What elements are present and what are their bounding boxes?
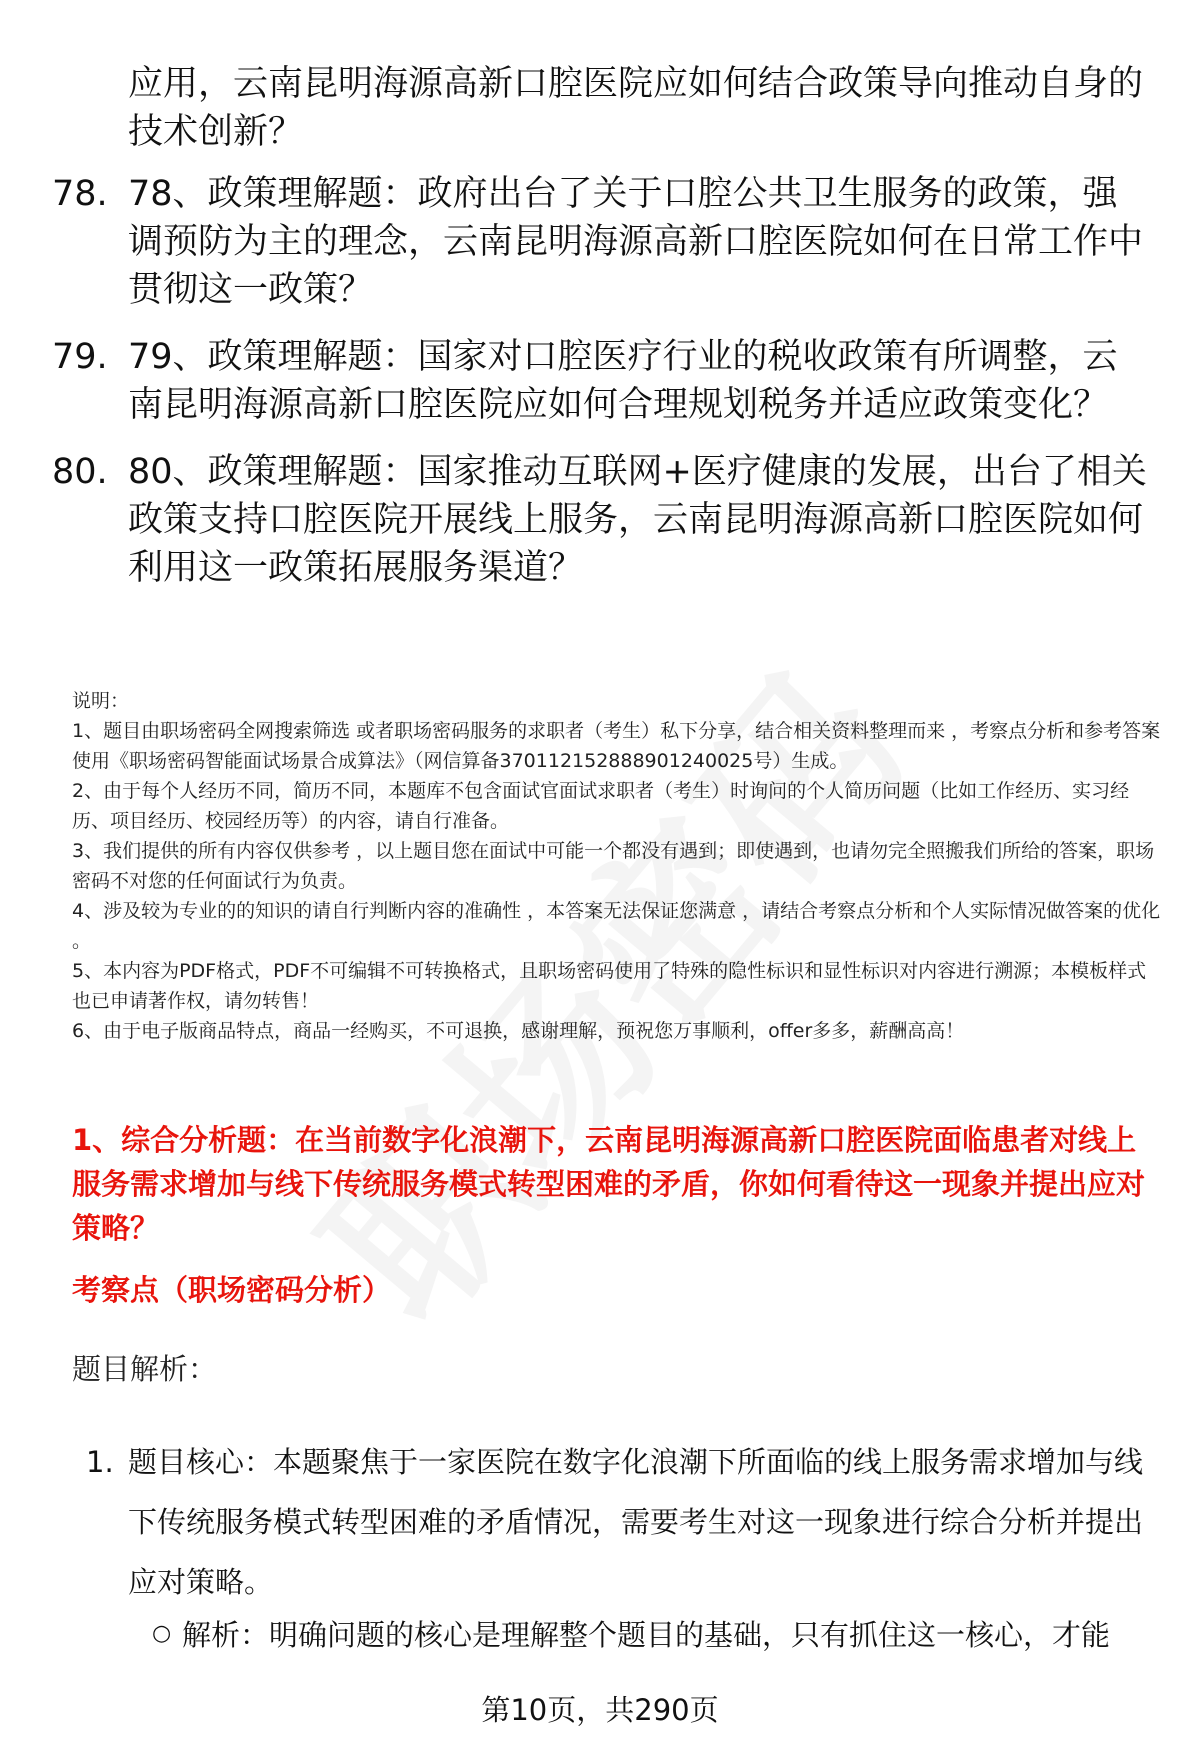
question-number: 78. <box>52 174 108 214</box>
list-number: 1. <box>86 1445 114 1479</box>
question-continuation-text: 应用，云南昆明海源高新口腔医院应如何结合政策导向推动自身的技术创新？ <box>128 64 1144 152</box>
note-item: 1、题目由职场密码全网搜索筛选 或者职场密码服务的求职者（考生）私下分享，结合相关资料整理而来 ，考察点分析和参考答案使用《职场密码智能面试场景合成算法》（网信算备37011215288890124002​5号）生成。 <box>72 720 1161 772</box>
section-subtitle: 考察点（职场密码分析） <box>72 1273 392 1307</box>
question-number: 79. <box>52 337 108 377</box>
note-item: 3、我们提供的所有内容仅供参考 ，以上题目您在面试中可能一个都没有遇到；即使遇到，也请勿完全照搬我们所给的答案，职场密码不对您的任何面试行为负责。 <box>72 840 1155 892</box>
sub-item-text: 解析：明确问题的核心是理解整个题目的基础，只有抓住这一核心，才能 <box>182 1618 1111 1652</box>
notes-title: 说明： <box>72 690 130 712</box>
note-item: 4、涉及较为专业的的知识的请自行判断内容的准确性 ，本答案无法保证您满意 ，请结合考察点分析和个人实际情况做答案的优化 。 <box>72 900 1161 952</box>
analysis-label: 题目解析： <box>72 1352 218 1386</box>
section-question-title: 1、综合分析题：在当前数字化浪潮下，云南昆明海源高新口腔医院面临患者对线上服务需求增加与线下传统服务模式转型困难的矛盾，你如何看待这一现象并提出应对策略？ <box>72 1123 1146 1245</box>
note-item: 2、由于每个人经历不同，简历不同，本题库不包含面试官面试求职者（考生）时询问的个人简历问题（比如工作经历、实习经历、项目经历、校园经历等）的内容，请自行准备。 <box>72 780 1130 832</box>
note-item: 6、由于电子版商品特点，商品一经购买，不可退换，感谢理解，预祝您万事顺利，offer多多，薪酬高高！ <box>72 1020 965 1042</box>
page-footer: 第10页，共290页 <box>481 1693 719 1727</box>
notes-block <box>72 686 1162 1046</box>
question-text: 78、政策理解题：政府出台了关于口腔公共卫生服务的政策，强调预防为主的理念，云南昆明海源高新口腔医院如何在日常工作中贯彻这一政策？ <box>128 174 1144 310</box>
question-number: 80. <box>52 452 108 492</box>
bullet-icon: ○ <box>152 1621 172 1646</box>
note-item: 5、本内容为PDF格式，PDF不可编辑不可转换格式，且职场密码使用了特殊的隐性标识和显性标识对内容进行溯源；本模板样式也已申请著作权，请勿转售！ <box>72 960 1147 1012</box>
question-text: 79、政策理解题：国家对口腔医疗行业的税收政策有所调整，云南昆明海源高新口腔医院应如何合理规划税务并适应政策变化？ <box>128 337 1118 425</box>
question-text: 80、政策理解题：国家推动互联网+医疗健康的发展，出台了相关政策支持口腔医院开展线上服务，云南昆明海源高新口腔医院如何利用这一政策拓展服务渠道？ <box>128 452 1147 588</box>
list-item-text: 题目核心：本题聚焦于一家医院在数字化浪潮下所面临的线上服务需求增加与线下传统服务模式转型困难的矛盾情况，需要考生对这一现象进行综合分析并提出应对策略。 <box>128 1445 1144 1599</box>
